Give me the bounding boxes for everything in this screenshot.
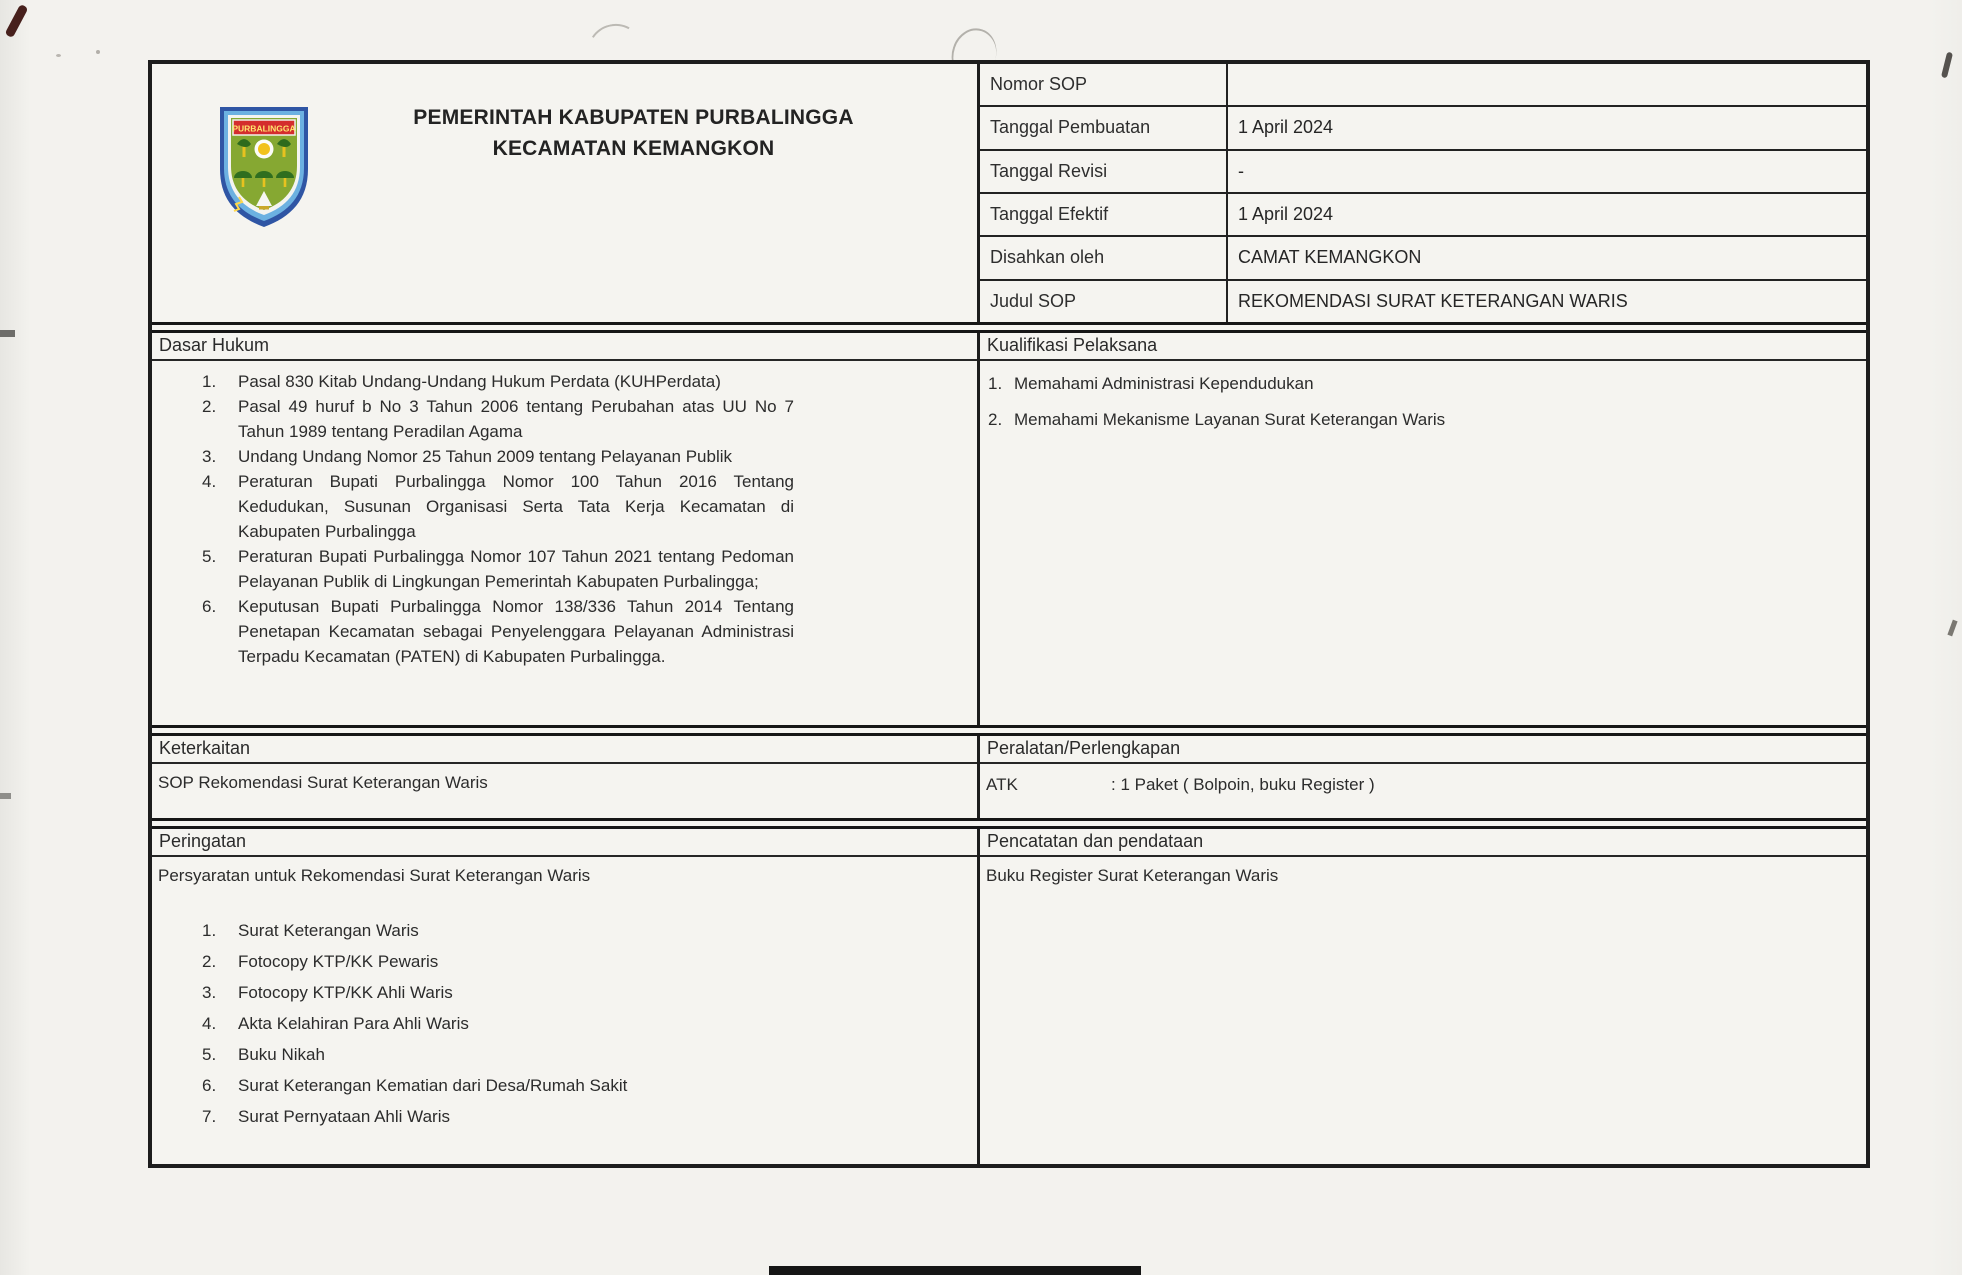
info-row-disahkan-oleh [980,237,1866,280]
list-item: Keputusan Bupati Purbalingga Nomor 138/336 Tahun 2014 Tentang Penetapan Kecamatan sebagai Penyelenggara Pelayanan Administrasi Terpadu Kecamatan (PATEN) di Kabupaten Purbalingga. [238,597,794,666]
list-item: Pasal 49 huruf b No 3 Tahun 2006 tentang Perubahan atas UU No 7 Tahun 1989 tentang Peradilan Agama [238,397,794,441]
list-item: Buku Nikah [238,1045,325,1064]
persyaratan-list [158,918,969,1129]
sop-info-table [977,64,1866,322]
list-item: Surat Keterangan Waris [238,921,419,940]
scan-artifact-right-edge-mark [1941,52,1953,79]
dasar-hukum-list [158,369,969,669]
purbalingga-regency-seal [216,104,312,322]
section-keterkaitan-peralatan [152,736,1866,818]
info-value: 1 April 2024 [1238,117,1334,138]
list-item: Peraturan Bupati Purbalingga Nomor 107 Tahun 2021 tentang Pedoman Pelayanan Publik di Lingkungan Pemerintah Kabupaten Purbalingga; [238,547,794,591]
info-label: Judul SOP [980,281,1228,322]
dasar-hukum-column [152,333,977,725]
kualifikasi-list [986,371,1858,432]
document-header [152,64,1866,322]
list-item: Undang Undang Nomor 25 Tahun 2009 tentang Pelayanan Publik [238,447,732,466]
agency-title-line2: KECAMATAN KEMANGKON [492,137,775,160]
scan-artifact-right-edge-mark [1947,620,1957,637]
scan-artifact-bottom-strip [769,1266,1141,1275]
sop-document-table [148,60,1870,1168]
agency-identity-cell [152,64,977,322]
kualifikasi-column [977,333,1866,725]
list-item: Akta Kelahiran Para Ahli Waris [238,1014,469,1033]
list-item: Surat Keterangan Kematian dari Desa/Rumah Sakit [238,1076,628,1095]
logo-banner-text: PURBALINGGA [232,123,296,134]
peringatan-body [152,857,977,1164]
double-rule-separator [152,818,1866,829]
list-item: Pasal 830 Kitab Undang-Undang Hukum Perdata (KUHPerdata) [238,372,721,391]
keterkaitan-column [152,736,977,818]
info-row-judul-sop [980,281,1866,322]
shield-logo-icon [216,104,312,230]
agency-title-line1: PEMERINTAH KABUPATEN PURBALINGGA [413,106,854,129]
kualifikasi-body [980,361,1866,725]
scan-artifact-dot [96,50,100,54]
double-rule-separator [152,322,1866,333]
agency-title [312,92,977,322]
info-label: Disahkan oleh [980,237,1228,278]
double-rule-separator [152,725,1866,736]
list-item: Fotocopy KTP/KK Ahli Waris [238,983,453,1002]
atk-value: : 1 Paket ( Bolpoin, buku Register ) [1111,775,1375,794]
info-value: CAMAT KEMANGKON [1238,247,1422,268]
pencatatan-content: Buku Register Surat Keterangan Waris [986,866,1279,885]
peralatan-heading: Peralatan/Perlengkapan [980,736,1866,764]
pencatatan-heading: Pencatatan dan pendataan [980,829,1866,857]
info-row-tanggal-efektif [980,194,1866,237]
atk-line [986,770,1858,797]
info-row-tanggal-pembuatan [980,107,1866,150]
scan-artifact-dot [56,54,61,57]
scan-artifact-binding-mark-lower [0,793,11,799]
info-row-nomor-sop [980,64,1866,107]
dasar-hukum-heading: Dasar Hukum [152,333,977,361]
list-item: Memahami Mekanisme Layanan Surat Keterangan Waris [1014,410,1446,429]
info-value: - [1238,160,1244,181]
peringatan-heading: Peringatan [152,829,977,857]
info-label: Tanggal Pembuatan [980,107,1228,148]
info-value: 1 April 2024 [1238,204,1334,225]
info-value: REKOMENDASI SURAT KETERANGAN WARIS [1238,290,1628,311]
keterkaitan-heading: Keterkaitan [152,736,977,764]
peralatan-column [977,736,1866,818]
dasar-hukum-body [152,361,977,725]
kualifikasi-heading: Kualifikasi Pelaksana [980,333,1866,361]
section-peringatan-pencatatan [152,829,1866,1164]
pencatatan-column [977,829,1866,1164]
peringatan-intro: Persyaratan untuk Rekomendasi Surat Keterangan Waris [158,866,591,885]
scan-artifact-binding-mark-upper [0,330,15,337]
info-label: Nomor SOP [980,64,1228,105]
info-label: Tanggal Revisi [980,151,1228,192]
list-item: Peraturan Bupati Purbalingga Nomor 100 Tahun 2016 Tentang Kedudukan, Susunan Organisasi Serta Tata Kerja Kecamatan di Kabupaten Purbalingga [238,472,794,541]
info-row-tanggal-revisi [980,151,1866,194]
info-value [1228,64,1866,105]
list-item: Memahami Administrasi Kependudukan [1014,374,1314,393]
list-item: Fotocopy KTP/KK Pewaris [238,952,439,971]
info-label: Tanggal Efektif [980,194,1228,235]
section-dasar-hukum-kualifikasi [152,333,1866,725]
atk-label: ATK [986,775,1018,794]
peringatan-column [152,829,977,1164]
keterkaitan-content: SOP Rekomendasi Surat Keterangan Waris [158,773,488,792]
list-item: Surat Pernyataan Ahli Waris [238,1107,450,1126]
scan-artifact-topleft-mark [5,4,29,38]
peralatan-content [980,764,1866,818]
